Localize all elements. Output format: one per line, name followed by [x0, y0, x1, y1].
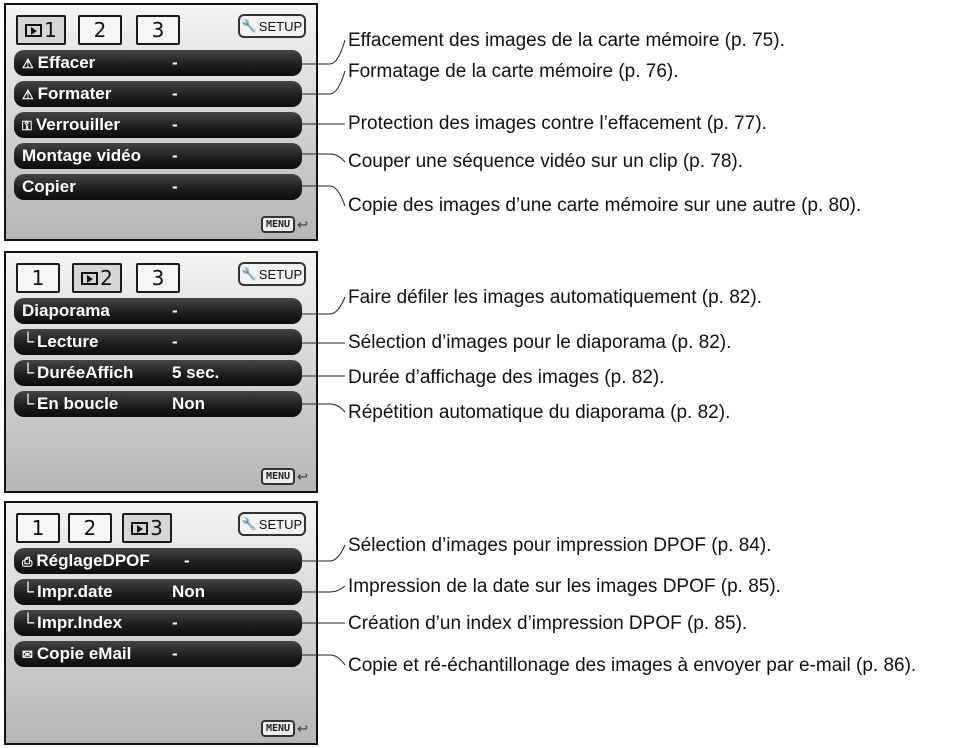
menu-badge: MENU: [261, 468, 295, 485]
annotation-diaporama: Faire défiler les images automatiquement (p. 82).: [348, 287, 762, 308]
annotation-formater: Formatage de la carte mémoire (p. 76).: [348, 61, 679, 82]
tab-2[interactable]: [68, 513, 112, 543]
menu-item-value: -: [172, 177, 178, 196]
menu-item-value: -: [172, 332, 178, 351]
menu-item-value: Non: [172, 582, 206, 601]
menu-item-value: -: [172, 146, 178, 165]
playback-menu-panel-2: [4, 251, 318, 493]
menu-item-verrouiller[interactable]: [14, 112, 302, 138]
tab-label: 1: [44, 18, 57, 42]
annotation-verrouiller: Protection des images contre l’effacement (p. 77).: [348, 113, 767, 134]
setup-button[interactable]: [238, 512, 306, 536]
menu-return-hint[interactable]: [261, 216, 308, 233]
envelope-icon: ✉: [22, 647, 33, 662]
playback-icon: [131, 522, 148, 535]
wrench-icon: 🔧: [241, 517, 257, 531]
setup-label: SETUP: [258, 266, 303, 282]
menu-badge: MENU: [261, 720, 295, 737]
menu-item-impr-date[interactable]: [14, 579, 302, 605]
submenu-indent-icon: └: [22, 332, 35, 351]
tab-1[interactable]: [16, 513, 60, 543]
tab-playback-3[interactable]: [122, 513, 172, 543]
menu-item-label: Formater: [37, 84, 112, 103]
printer-icon: ⎙: [22, 554, 33, 569]
return-icon: ↩: [297, 720, 308, 736]
menu-item-label: Montage vidéo: [22, 146, 142, 165]
menu-return-hint[interactable]: [261, 468, 308, 485]
tab-label: 1: [31, 266, 45, 290]
menu-item-lecture[interactable]: [14, 329, 302, 355]
playback-menu-panel-1: [4, 3, 318, 241]
menu-item-label: En boucle: [37, 394, 119, 413]
menu-item-value: -: [184, 551, 190, 570]
annotation-montage-video: Couper une séquence vidéo sur un clip (p. 78).: [348, 151, 744, 172]
menu-badge: MENU: [261, 216, 295, 233]
tab-playback-2[interactable]: [72, 263, 122, 293]
menu-item-value: -: [172, 613, 178, 632]
submenu-indent-icon: └: [22, 363, 35, 382]
annotation-en-boucle: Répétition automatique du diaporama (p. 82).: [348, 402, 731, 423]
tab-label: 2: [100, 266, 113, 290]
return-icon: ↩: [297, 216, 308, 232]
annotation-duree-affich: Durée d’affichage des images (p. 82).: [348, 367, 665, 388]
menu-item-label: RéglageDPOF: [36, 551, 150, 570]
annotation-impr-date: Impression de la date sur les images DPOF (p. 85).: [348, 576, 781, 597]
playback-icon: [25, 24, 42, 37]
tab-2[interactable]: [78, 15, 122, 45]
menu-item-label: DuréeAffich: [37, 363, 134, 382]
submenu-indent-icon: └: [22, 582, 35, 601]
tab-3[interactable]: [136, 15, 180, 45]
menu-item-label: Lecture: [37, 332, 99, 351]
menu-item-value: Non: [172, 394, 206, 413]
playback-icon: [81, 272, 98, 285]
menu-item-label: Effacer: [37, 53, 96, 72]
tab-label: 2: [93, 18, 107, 42]
tab-label: 3: [150, 516, 163, 540]
tab-label: 1: [31, 516, 45, 540]
menu-item-label: Impr.Index: [37, 613, 123, 632]
annotation-lecture: Sélection d’images pour le diaporama (p. 82).: [348, 332, 732, 353]
menu-item-montage-video[interactable]: [14, 143, 302, 169]
tab-playback-1[interactable]: [16, 15, 66, 45]
menu-item-en-boucle[interactable]: [14, 391, 302, 417]
menu-item-label: Diaporama: [22, 301, 110, 320]
submenu-indent-icon: └: [22, 394, 35, 413]
menu-item-effacer[interactable]: [14, 50, 302, 76]
menu-item-value: -: [172, 644, 178, 663]
menu-item-value: 5 sec.: [172, 363, 220, 382]
warning-icon: ⚠: [22, 87, 34, 102]
menu-return-hint[interactable]: [261, 720, 308, 737]
menu-item-copier[interactable]: [14, 174, 302, 200]
menu-item-value: -: [172, 53, 178, 72]
tab-label: 2: [83, 516, 97, 540]
menu-item-label: Impr.date: [37, 582, 113, 601]
setup-label: SETUP: [258, 516, 303, 532]
key-icon: ⚿: [22, 118, 32, 133]
submenu-indent-icon: └: [22, 613, 35, 632]
annotation-impr-index: Création d’un index d’impression DPOF (p. 85).: [348, 613, 748, 634]
return-icon: ↩: [297, 468, 308, 484]
menu-item-diaporama[interactable]: [14, 298, 302, 324]
menu-item-impr-index[interactable]: [14, 610, 302, 636]
wrench-icon: 🔧: [241, 19, 257, 33]
tab-label: 3: [151, 18, 165, 42]
menu-item-label: Copie eMail: [36, 644, 132, 663]
tab-label: 3: [151, 266, 165, 290]
menu-item-reglage-dpof[interactable]: [14, 548, 302, 574]
menu-item-label: Copier: [22, 177, 76, 196]
tab-1[interactable]: [16, 263, 60, 293]
wrench-icon: 🔧: [241, 267, 257, 281]
playback-menu-panel-3: [4, 501, 318, 745]
menu-item-value: -: [172, 115, 178, 134]
menu-item-label: Verrouiller: [35, 115, 121, 134]
menu-item-formater[interactable]: [14, 81, 302, 107]
annotation-reglage-dpof: Sélection d’images pour impression DPOF (p. 84).: [348, 535, 772, 556]
setup-button[interactable]: [238, 14, 306, 38]
menu-item-value: -: [172, 301, 178, 320]
menu-item-value: -: [172, 84, 178, 103]
setup-label: SETUP: [258, 18, 303, 34]
annotation-copie-email: Copie et ré-échantillonage des images à envoyer par e-mail (p. 86).: [348, 655, 917, 676]
tab-3[interactable]: [136, 263, 180, 293]
annotation-effacer: Effacement des images de la carte mémoire (p. 75).: [348, 30, 785, 51]
menu-item-duree-affich[interactable]: [14, 360, 302, 386]
annotation-copier: Copie des images d’une carte mémoire sur une autre (p. 80).: [348, 195, 862, 216]
warning-icon: ⚠: [22, 56, 34, 71]
menu-item-copie-email[interactable]: [14, 641, 302, 667]
setup-button[interactable]: [238, 262, 306, 286]
